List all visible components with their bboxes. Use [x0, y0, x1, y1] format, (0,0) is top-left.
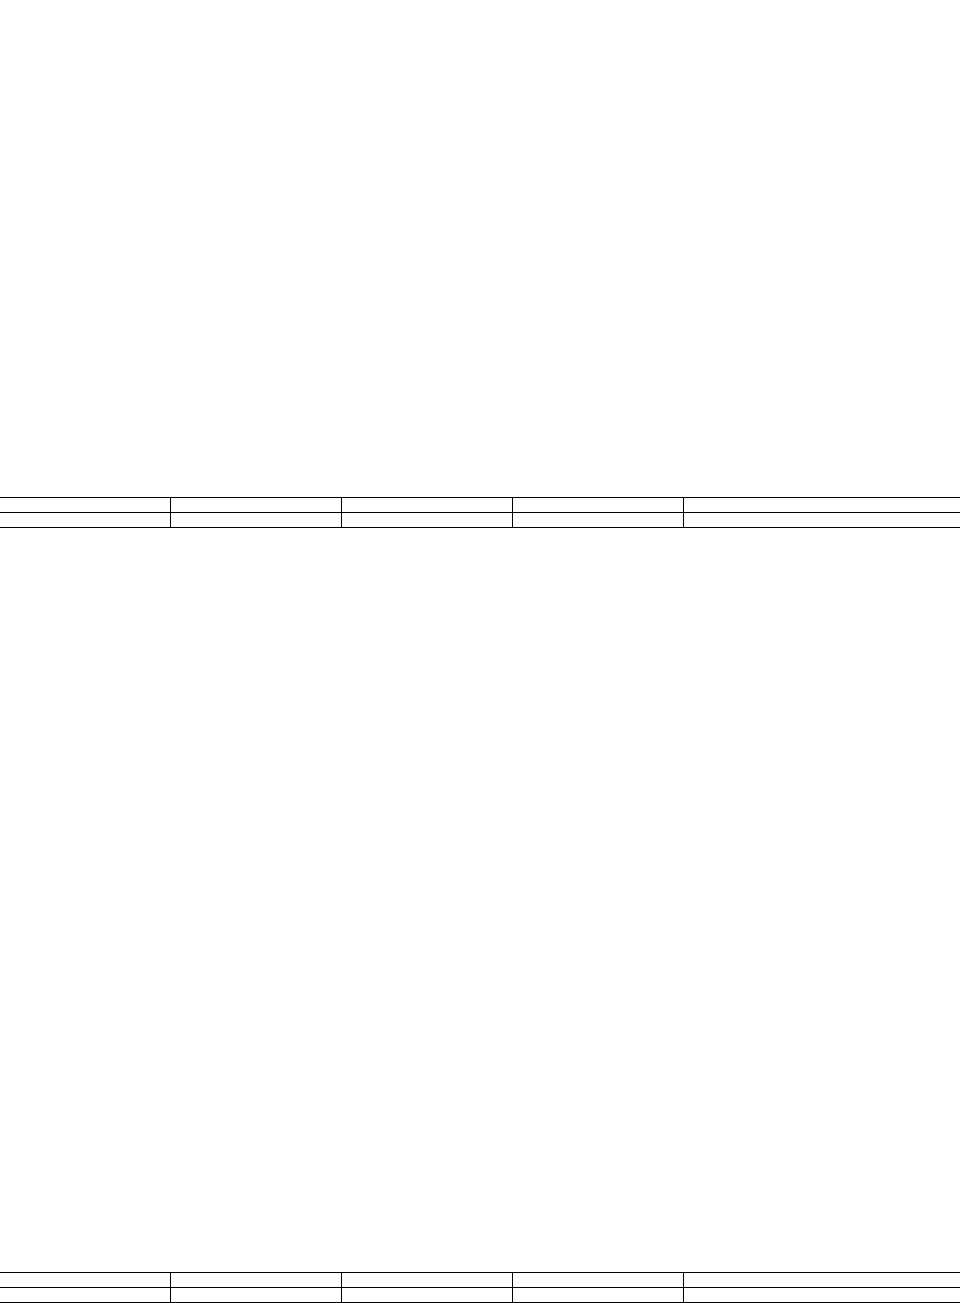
course-parameters-labels — [0, 498, 960, 513]
param-value-tempo — [513, 513, 684, 528]
param-label-distance — [342, 1273, 513, 1288]
param-value-obstacles — [0, 1288, 171, 1303]
course-parameters-values — [0, 1288, 960, 1303]
param-value-tempo — [513, 1288, 684, 1303]
param-value-distance — [342, 1288, 513, 1303]
param-value-distance — [342, 513, 513, 528]
param-label-tempo — [513, 1273, 684, 1288]
course-parameters-values — [0, 513, 960, 528]
param-label-time-norm — [684, 498, 960, 513]
course-parameters-2 — [0, 1272, 960, 1303]
param-value-height — [171, 513, 342, 528]
course-parameters — [0, 497, 960, 528]
param-value-obstacles — [0, 513, 171, 528]
param-value-height — [171, 1288, 342, 1303]
param-label-height — [171, 1273, 342, 1288]
param-label-time-norm — [684, 1273, 960, 1288]
param-label-height — [171, 498, 342, 513]
param-label-distance — [342, 498, 513, 513]
param-label-tempo — [513, 498, 684, 513]
param-label-obstacles — [0, 1273, 171, 1288]
param-value-time-norm — [684, 513, 960, 528]
results-table-header — [0, 536, 960, 572]
param-label-obstacles — [0, 498, 171, 513]
param-value-time-norm — [684, 1288, 960, 1303]
course-parameters-labels — [0, 1273, 960, 1288]
